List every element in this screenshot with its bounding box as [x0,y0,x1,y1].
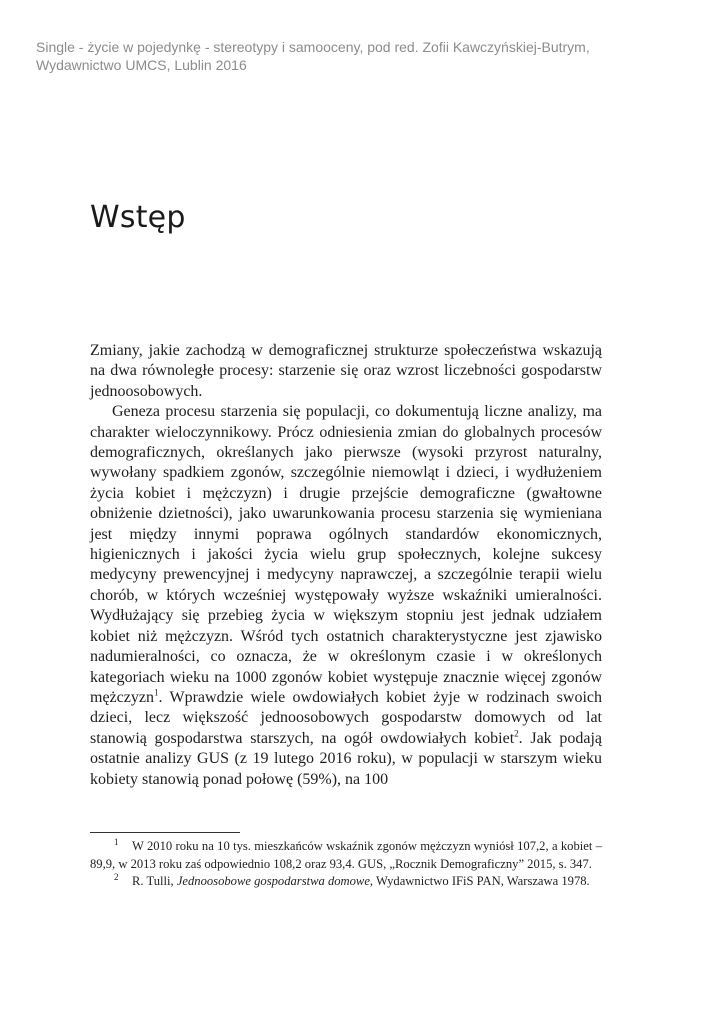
paragraph-2 [90,402,602,790]
header-line-1: Single - życie w pojedynkę - stereotypy i samooceny, pod red. Zofii Kawczyńskiej-Butrym, [36,39,590,55]
running-header [36,38,696,74]
footnote-1: 1 W 2010 roku na 10 tys. mieszkańców wskaźnik zgonów mężczyzn wyniósł 107,2, a kobiet – 89,9, w 2013 roku zaś odpowiednio 108,2 oraz 93,4. GUS, „Rocznik Demograficzny” 2015, s. 347. [90,836,602,871]
footnote-ref-1[interactable]: 1 [153,687,159,698]
body-text [90,341,602,790]
footnote-2-text-after: , Wydawnictwo IFiS PAN, Warszawa 1978. [369,874,590,888]
footnotes [90,838,602,891]
chapter-title: Wstęp [90,200,186,235]
footnote-divider [90,832,240,833]
footnote-ref-2[interactable]: 2 [514,728,519,739]
footnote-2-book-title: Jednoosobowe gospodarstwa domowe [176,874,370,888]
footnote-2: 2 R. Tulli, Jednoosobowe gospodarstwa domowe, Wydawnictwo IFiS PAN, Warszawa 1978. [114,871,590,888]
paragraph-2-part-b: . Wprawdzie wiele owdowiałych kobiet żyje w rodzinach swoich dzieci, lecz większość jednoosobowych gospodarstw domowych od lat stanowią gospodarstwa starszych, na ogół owdowiałych kobiet [90,688,602,747]
paragraph-2-part-a: Geneza procesu starzenia się populacji, co dokumentują liczne analizy, ma charakter wieloczynnikowy. Prócz odniesienia zmian do globalnych procesów demograficznych, określanych jako pierwsze (wysoki przyrost naturalny, wywołany spadkiem zgonów, szczególnie niemowląt i dzieci, i wydłużeniem życia kobiet i mężczyzn) i drugie przejście demograficzne (gwałtowne obniżenie dzietności), jako uwarunkowania procesu starzenia się wymieniana jest między innymi poprawa ogólnych standardów ekonomicznych, higienicznych i jakości życia wielu grup społecznych, kolejne sukcesy medycyny prewencyjnej i medycyny naprawczej, a szczególnie terapii wielu chorób, w których wcześniej występowały wyższe wskaźniki umieralności. Wydłużający się przebieg życia w większym stopniu jest jednak udziałem kobiet niż mężczyzn. Wśród tych ostatnich charakterystyczne jest zjawisko nadumieralności, co oznacza, że w określonym czasie i w określonych kategoriach wieku na 1000 zgonów kobiet występuje znacznie więcej zgonów mężczyzn [90,403,602,706]
footnote-1-text: W 2010 roku na 10 tys. mieszkańców wskaźnik zgonów mężczyzn wyniósł 107,2, a kobiet – 89,9, w 2013 roku zaś odpowiednio 108,2 oraz 93,4. GUS, „Rocznik Demograficzny” 2015, s. 347. [90,839,602,871]
header-line-2: Wydawnictwo UMCS, Lublin 2016 [36,57,247,73]
paragraph-2-part-c: . Jak podają ostatnie analizy GUS (z 19 lutego 2016 roku), w populacji w starszym wieku kobiety stanowią ponad połowę (59%), na 100 [90,729,602,788]
paragraph-1: Zmiany, jakie zachodzą w demograficznej strukturze społeczeństwa wskazują na dwa równoległe procesy: starzenie się oraz wzrost liczebności gospodarstw jednoosobowych. [90,342,602,400]
footnote-2-text-before: R. Tulli, [132,874,177,888]
